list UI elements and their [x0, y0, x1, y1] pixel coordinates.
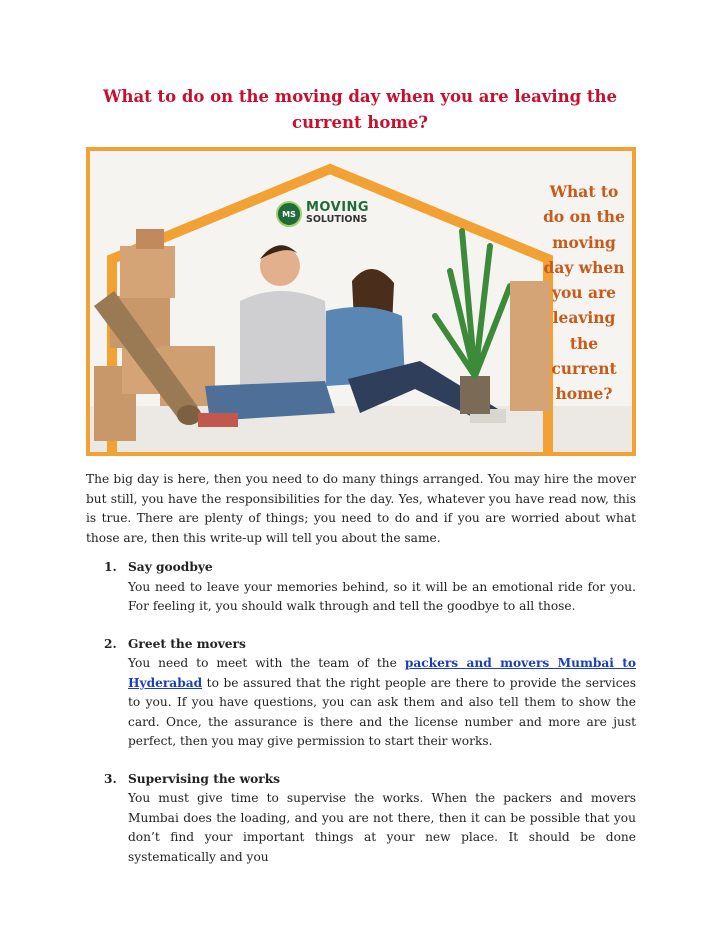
item-title: Say goodbye: [128, 560, 213, 574]
item-number: 1.: [104, 560, 117, 574]
item-title: Greet the movers: [128, 636, 246, 651]
moving-solutions-logo: [276, 201, 369, 227]
item-number: 2.: [104, 636, 117, 651]
item-body-end: to be assured that the right people are there to provide the services to you. If you have questions, you can ask them and also tell them to show the card. Once, the assurance is there and the license number and more are just perfect, then you may give permission to start their works.: [128, 675, 636, 748]
intro-paragraph: The big day is here, then you need to do many things arranged. You may hire the mover but still, you have the responsibilities for the day. Yes, whatever you have read now, this is true. There are plenty of things; you need to do and if you are worried about what those are, then this write-up will tell you about the same.: [86, 472, 636, 545]
list-item: [104, 770, 636, 868]
item-number: 3.: [104, 771, 117, 786]
item-body: You must give time to supervise the works. When the packers and movers Mumbai does the loading, and you are not there, then it can be possible that you don’t find your important things at your new place. It should be done systematically and you: [128, 791, 636, 864]
hero-side-heading: What to do on the moving day when you are leaving the current home?: [543, 182, 625, 404]
logo-badge-icon: MS: [276, 201, 302, 227]
list-item: [104, 558, 636, 617]
tips-list: [104, 558, 636, 885]
hero-image: [86, 147, 636, 456]
packers-movers-link[interactable]: packers and movers Mumbai to Hyderabad: [128, 656, 636, 690]
page-title: What to do on the moving day when you are leaving the current home?: [102, 87, 618, 132]
item-body-start: You need to meet with the team of the: [128, 656, 405, 670]
man-figure: [198, 245, 335, 427]
item-body: [128, 654, 636, 752]
list-item: [104, 635, 636, 752]
item-title: Supervising the works: [128, 771, 281, 786]
logo-line2: SOLUTIONS: [306, 214, 368, 225]
logo-line1: MOVING: [306, 200, 370, 215]
item-body: You need to leave your memories behind, so it will be an emotional ride for you. For feeling it, you should walk through and tell the goodbye to all those.: [128, 579, 636, 613]
